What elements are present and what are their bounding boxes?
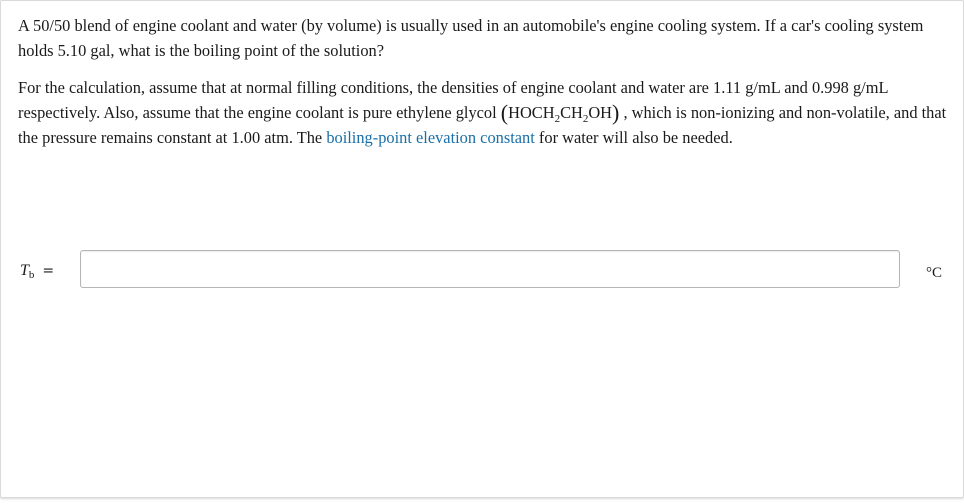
formula-open-paren: ( bbox=[500, 100, 509, 125]
answer-label-subscript: b bbox=[28, 269, 35, 281]
formula-close-paren: ) bbox=[612, 100, 620, 125]
formula-part-3: OH bbox=[588, 103, 613, 122]
paragraph-2-text-b: , which is non-ionizing and non-volatile, and that the pressure remains constant at 1.00 atm. The bbox=[18, 103, 947, 147]
answer-equals-sign: = bbox=[42, 263, 55, 279]
formula-part-2: CH bbox=[560, 103, 583, 122]
formula-subscript-1: 2 bbox=[554, 113, 561, 125]
formula-part-1: HOCH bbox=[508, 103, 555, 122]
ethylene-glycol-formula bbox=[500, 100, 620, 125]
question-paragraph-2 bbox=[18, 75, 948, 150]
answer-unit: °C bbox=[926, 265, 943, 281]
boiling-point-elevation-constant-link[interactable]: boiling-point elevation constant bbox=[326, 128, 535, 147]
formula-subscript-2: 2 bbox=[582, 113, 589, 125]
answer-label-variable: T bbox=[20, 262, 29, 279]
boiling-point-answer-input[interactable] bbox=[80, 250, 900, 288]
question-paragraph-1: A 50/50 blend of engine coolant and water (by volume) is usually used in an automobile's engine cooling system. If a car's cooling system holds 5.10 gal, what is the boiling point of the solution? bbox=[18, 16, 924, 60]
paragraph-2-text-c: for water will also be needed. bbox=[534, 128, 733, 147]
paragraph-2-text-a: For the calculation, assume that at normal filling conditions, the densities of engine coolant and water are 1.11 g/mL and 0.998 g/mL respectively. Also, assume that the engine coolant is pure ethylene glycol bbox=[18, 78, 888, 122]
answer-label bbox=[20, 262, 54, 281]
